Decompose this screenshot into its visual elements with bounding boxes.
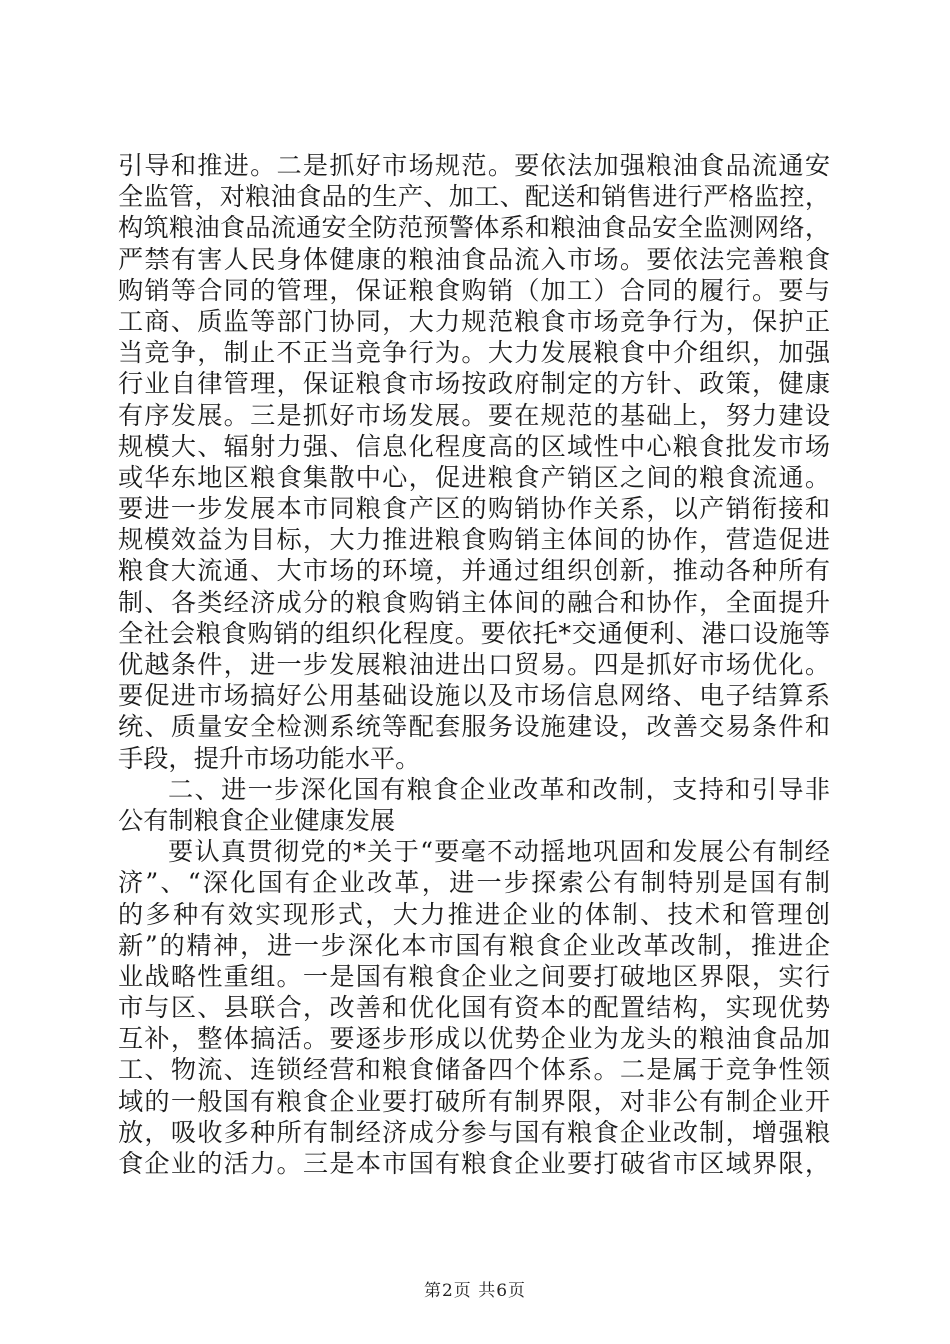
body-text-line: 的多种有效实现形式，大力推进企业的体制、技术和管理创 bbox=[118, 899, 830, 929]
body-text-line: 优越条件，进一步发展粮油进出口贸易。四是抓好市场优化。 bbox=[118, 650, 830, 679]
body-text-line: 市与区、县联合，改善和优化国有资本的配置结构，实现优势 bbox=[118, 993, 830, 1023]
body-text-line: 工、物流、连锁经营和粮食储备四个体系。二是属于竞争性领 bbox=[118, 1055, 830, 1085]
body-text-line: 要促进市场搞好公用基础设施以及市场信息网络、电子结算系 bbox=[118, 681, 830, 711]
body-text-line: 手段，提升市场功能水平。 bbox=[118, 743, 421, 773]
body-text-line: 新”的精神，进一步深化本市国有粮食企业改革改制，推进企 bbox=[118, 930, 830, 960]
body-text-line: 食企业的活力。三是本市国有粮食企业要打破省市区域界限， bbox=[118, 1149, 830, 1178]
body-text-line: 二、进一步深化国有粮食企业改革和改制，支持和引导非 bbox=[168, 774, 830, 804]
body-text-line: 业战略性重组。一是国有粮食企业之间要打破地区界限，实行 bbox=[118, 961, 830, 991]
body-text-line: 工商、质监等部门协同，大力规范粮食市场竞争行为，保护正 bbox=[118, 306, 830, 336]
body-text-line: 互补，整体搞活。要逐步形成以优势企业为龙头的粮油食品加 bbox=[118, 1024, 830, 1054]
body-text-line: 要进一步发展本市同粮食产区的购销协作关系，以产销衔接和 bbox=[118, 494, 830, 524]
body-text-line: 制、各类经济成分的粮食购销主体间的融合和协作，全面提升 bbox=[118, 587, 830, 617]
body-text-line: 放，吸收多种所有制经济成分参与国有粮食企业改制，增强粮 bbox=[118, 1117, 830, 1147]
body-text-line: 规模效益为目标，大力推进粮食购销主体间的协作，营造促进 bbox=[118, 525, 830, 555]
body-text-line: 购销等合同的管理，保证粮食购销（加工）合同的履行。要与 bbox=[118, 275, 830, 305]
body-text-line: 行业自律管理，保证粮食市场按政府制定的方针、政策，健康 bbox=[118, 369, 830, 399]
body-text-line: 全监管，对粮油食品的生产、加工、配送和销售进行严格监控， bbox=[118, 182, 830, 212]
body-text-line: 有序发展。三是抓好市场发展。要在规范的基础上，努力建设 bbox=[118, 400, 830, 430]
page-number-footer: 第2页 共6页 bbox=[423, 1281, 527, 1301]
body-text-line: 域的一般国有粮食企业要打破所有制界限，对非公有制企业开 bbox=[118, 1086, 830, 1116]
body-text-line: 引导和推进。二是抓好市场规范。要依法加强粮油食品流通安 bbox=[118, 151, 830, 180]
body-text-line: 济”、“深化国有企业改革，进一步探索公有制特别是国有制 bbox=[118, 868, 830, 898]
body-text-line: 粮食大流通、大市场的环境，并通过组织创新，推动各种所有 bbox=[118, 556, 830, 586]
body-text-line: 统、质量安全检测系统等配套服务设施建设，改善交易条件和 bbox=[118, 712, 830, 742]
body-text-line: 规模大、辐射力强、信息化程度高的区域性中心粮食批发市场 bbox=[118, 431, 830, 461]
body-text-line: 全社会粮食购销的组织化程度。要依托*交通便利、港口设施等 bbox=[118, 618, 830, 648]
body-text-line: 严禁有害人民身体健康的粮油食品流入市场。要依法完善粮食 bbox=[118, 244, 830, 274]
body-text-line: 构筑粮油食品流通安全防范预警体系和粮油食品安全监测网络， bbox=[118, 213, 830, 243]
document-body bbox=[118, 150, 830, 1179]
body-text-line: 要认真贯彻党的*关于“要毫不动摇地巩固和发展公有制经 bbox=[168, 837, 830, 867]
body-text-line: 公有制粮食企业健康发展 bbox=[118, 805, 396, 835]
body-text-line: 或华东地区粮食集散中心，促进粮食产销区之间的粮食流通。 bbox=[118, 462, 830, 492]
body-text-line: 当竞争，制止不正当竞争行为。大力发展粮食中介组织，加强 bbox=[118, 338, 830, 368]
